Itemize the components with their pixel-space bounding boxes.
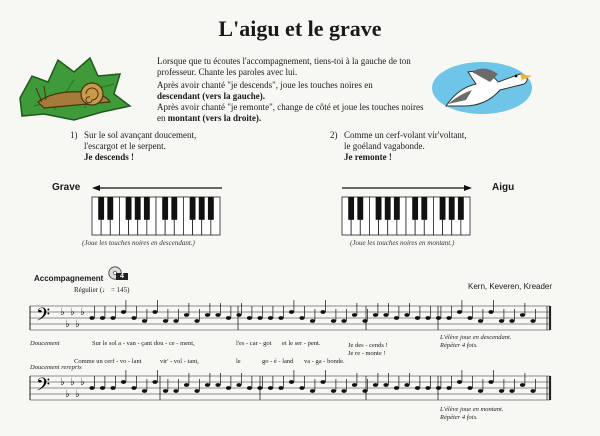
note-head bbox=[215, 383, 220, 387]
keyboard-right bbox=[342, 197, 470, 235]
black-key bbox=[412, 197, 418, 220]
black-key bbox=[135, 197, 141, 220]
bass-clef-icon: 𝄢 bbox=[36, 305, 51, 330]
note-head bbox=[320, 310, 325, 314]
note-head bbox=[320, 380, 325, 384]
note-head bbox=[509, 319, 514, 323]
note-head bbox=[394, 316, 399, 320]
aside-lyric-2: Je re - monte ! bbox=[348, 350, 386, 357]
page-title: L'aigu et le grave bbox=[218, 16, 382, 41]
note-head bbox=[215, 313, 220, 317]
note-head bbox=[457, 310, 462, 314]
note-head bbox=[530, 319, 535, 323]
black-key bbox=[440, 197, 446, 220]
note-head bbox=[488, 380, 493, 384]
flat-sign: ♭ bbox=[70, 307, 75, 318]
note-head bbox=[100, 316, 105, 320]
note-head bbox=[131, 386, 136, 390]
aside-lyric-1: Je des - cends ! bbox=[348, 342, 388, 349]
note-head bbox=[289, 310, 294, 314]
note-head bbox=[446, 316, 451, 320]
right-arrow-icon bbox=[342, 184, 472, 192]
note-head bbox=[404, 313, 409, 317]
ending-note-2b: Répéter 4 fois. bbox=[440, 414, 478, 421]
note-head bbox=[205, 313, 210, 317]
note-head bbox=[236, 313, 241, 317]
note-head bbox=[299, 316, 304, 320]
note-head bbox=[341, 389, 346, 393]
note-head bbox=[352, 383, 357, 387]
note-head bbox=[499, 389, 504, 393]
note-head bbox=[163, 319, 168, 323]
note-head bbox=[226, 316, 231, 320]
note-head bbox=[247, 316, 252, 320]
ending-note-2a: L'élève joue en montant. bbox=[440, 406, 504, 413]
note-head bbox=[226, 386, 231, 390]
note-head bbox=[121, 380, 126, 384]
note-head bbox=[467, 316, 472, 320]
black-key bbox=[394, 197, 400, 220]
flat-sign: ♭ bbox=[75, 319, 80, 330]
seagull-illustration bbox=[428, 54, 536, 116]
flat-sign: ♭ bbox=[65, 319, 70, 330]
note-head bbox=[268, 316, 273, 320]
flat-sign: ♭ bbox=[60, 307, 65, 318]
note-head bbox=[194, 389, 199, 393]
note-head bbox=[121, 310, 126, 314]
note-head bbox=[184, 383, 189, 387]
note-head bbox=[278, 386, 283, 390]
black-key bbox=[208, 197, 214, 220]
note-head bbox=[509, 389, 514, 393]
lyric-line-2-part-1: Comme un cerf - vo - lant bbox=[74, 358, 142, 365]
note-head bbox=[383, 313, 388, 317]
note-head bbox=[404, 383, 409, 387]
note-head bbox=[247, 386, 252, 390]
note-head bbox=[331, 389, 336, 393]
note-head bbox=[310, 319, 315, 323]
left-arrow-icon bbox=[92, 184, 222, 192]
note-head bbox=[110, 386, 115, 390]
lyric-line-2-part-5: va - ga - bonde. bbox=[304, 358, 345, 365]
note-head bbox=[194, 319, 199, 323]
black-key bbox=[190, 197, 196, 220]
verse-2: 2) Comme un cerf-volant vir'voltant, le goéland vagabonde. Je remonte ! bbox=[330, 130, 467, 162]
note-head bbox=[236, 383, 241, 387]
note-head bbox=[467, 386, 472, 390]
flat-sign: ♭ bbox=[75, 389, 80, 400]
note-head bbox=[478, 389, 483, 393]
note-head bbox=[100, 386, 105, 390]
black-key bbox=[126, 197, 132, 220]
ending-note-1a: L'élève joue en descendant. bbox=[440, 334, 512, 341]
black-key bbox=[357, 197, 363, 220]
note-head bbox=[173, 319, 178, 323]
note-head bbox=[394, 386, 399, 390]
black-key bbox=[421, 197, 427, 220]
note-head bbox=[362, 389, 367, 393]
note-head bbox=[152, 380, 157, 384]
note-head bbox=[383, 383, 388, 387]
note-head bbox=[299, 386, 304, 390]
flat-sign: ♭ bbox=[65, 389, 70, 400]
note-head bbox=[446, 386, 451, 390]
lyric-line-2-part-4: go - é - land bbox=[262, 358, 294, 365]
staff-system-1 bbox=[30, 302, 550, 336]
keyboard-left bbox=[92, 197, 220, 235]
note-head bbox=[278, 316, 283, 320]
note-head bbox=[142, 389, 147, 393]
black-key bbox=[458, 197, 464, 220]
note-head bbox=[173, 389, 178, 393]
tempo-marking: Régulier (♩ = 145) bbox=[74, 286, 130, 294]
black-key bbox=[162, 197, 168, 220]
track-number-badge: 4 bbox=[116, 273, 128, 280]
lyric-line-2-part-3: le bbox=[236, 358, 241, 365]
note-head bbox=[362, 319, 367, 323]
black-key bbox=[376, 197, 382, 220]
grave-label: Grave bbox=[52, 182, 81, 193]
note-head bbox=[110, 316, 115, 320]
aigu-label: Aigu bbox=[492, 182, 515, 193]
note-head bbox=[425, 386, 430, 390]
note-head bbox=[310, 389, 315, 393]
note-head bbox=[257, 386, 262, 390]
note-head bbox=[436, 386, 441, 390]
black-key bbox=[144, 197, 150, 220]
note-head bbox=[268, 386, 273, 390]
lyric-line-2-part-2: vir' - vol - tant, bbox=[160, 358, 199, 365]
composer-credits: Kern, Keveren, Kreader bbox=[468, 282, 553, 291]
note-head bbox=[499, 319, 504, 323]
note-head bbox=[425, 316, 430, 320]
ending-note-1b: Répéter 4 fois. bbox=[440, 342, 478, 349]
lyric-line-1-part-2: l'es - car - got bbox=[236, 340, 272, 347]
snail-on-leaf-illustration bbox=[14, 50, 134, 122]
note-head bbox=[89, 386, 94, 390]
note-head bbox=[415, 316, 420, 320]
black-key bbox=[98, 197, 104, 220]
keyboard-right-caption: (Joue les touches noires en montant.) bbox=[350, 239, 455, 247]
note-head bbox=[520, 313, 525, 317]
flat-sign: ♭ bbox=[80, 307, 85, 318]
note-head bbox=[530, 389, 535, 393]
keyboard-left-caption: (Joue les touches noires en descendant.) bbox=[82, 239, 195, 247]
intro-paragraph-1: Lorsque que tu écoutes l'accompagnement, tiens-toi à la gauche de ton professeur. Chante les paroles avec lui. bbox=[157, 56, 411, 77]
note-head bbox=[352, 313, 357, 317]
note-head bbox=[184, 313, 189, 317]
bass-clef-icon: 𝄢 bbox=[36, 375, 51, 400]
black-key bbox=[348, 197, 354, 220]
dynamic-marking-1: Doucement bbox=[30, 340, 60, 347]
note-head bbox=[488, 310, 493, 314]
intro-paragraph-2: Après avoir chanté "je descends", joue les touches noires en descendant (vers la gauche). bbox=[157, 80, 373, 101]
accompaniment-label: Accompagnement bbox=[34, 274, 104, 283]
note-head bbox=[415, 386, 420, 390]
flat-sign: ♭ bbox=[60, 377, 65, 388]
note-head bbox=[152, 310, 157, 314]
note-head bbox=[373, 313, 378, 317]
verse-1: 1) Sur le sol avançant doucement, l'escargot et le serpent. Je descends ! bbox=[70, 130, 197, 162]
note-head bbox=[131, 316, 136, 320]
note-head bbox=[142, 319, 147, 323]
note-head bbox=[331, 319, 336, 323]
note-head bbox=[89, 316, 94, 320]
black-key bbox=[385, 197, 391, 220]
flat-sign: ♭ bbox=[70, 377, 75, 388]
note-head bbox=[341, 319, 346, 323]
intro-paragraph-3: Après avoir chanté "je remonte", change de côté et joue les touches noires en montant (vers la droite). bbox=[157, 102, 424, 123]
note-head bbox=[436, 316, 441, 320]
note-head bbox=[373, 383, 378, 387]
lyric-line-1-part-3: et le ser - pent. bbox=[282, 340, 321, 347]
note-head bbox=[520, 383, 525, 387]
dynamic-marking-2: Doucement rerepris bbox=[30, 364, 82, 371]
flat-sign: ♭ bbox=[80, 377, 85, 388]
note-head bbox=[289, 380, 294, 384]
note-head bbox=[478, 319, 483, 323]
note-head bbox=[257, 316, 262, 320]
black-key bbox=[449, 197, 455, 220]
note-head bbox=[205, 383, 210, 387]
note-head bbox=[457, 380, 462, 384]
black-key bbox=[171, 197, 177, 220]
staff-system-2 bbox=[30, 372, 550, 406]
note-head bbox=[163, 389, 168, 393]
lyric-line-1-part-1: Sur le sol a - van - çant dou - ce - ment, bbox=[92, 340, 195, 347]
black-key bbox=[199, 197, 205, 220]
black-key bbox=[107, 197, 113, 220]
